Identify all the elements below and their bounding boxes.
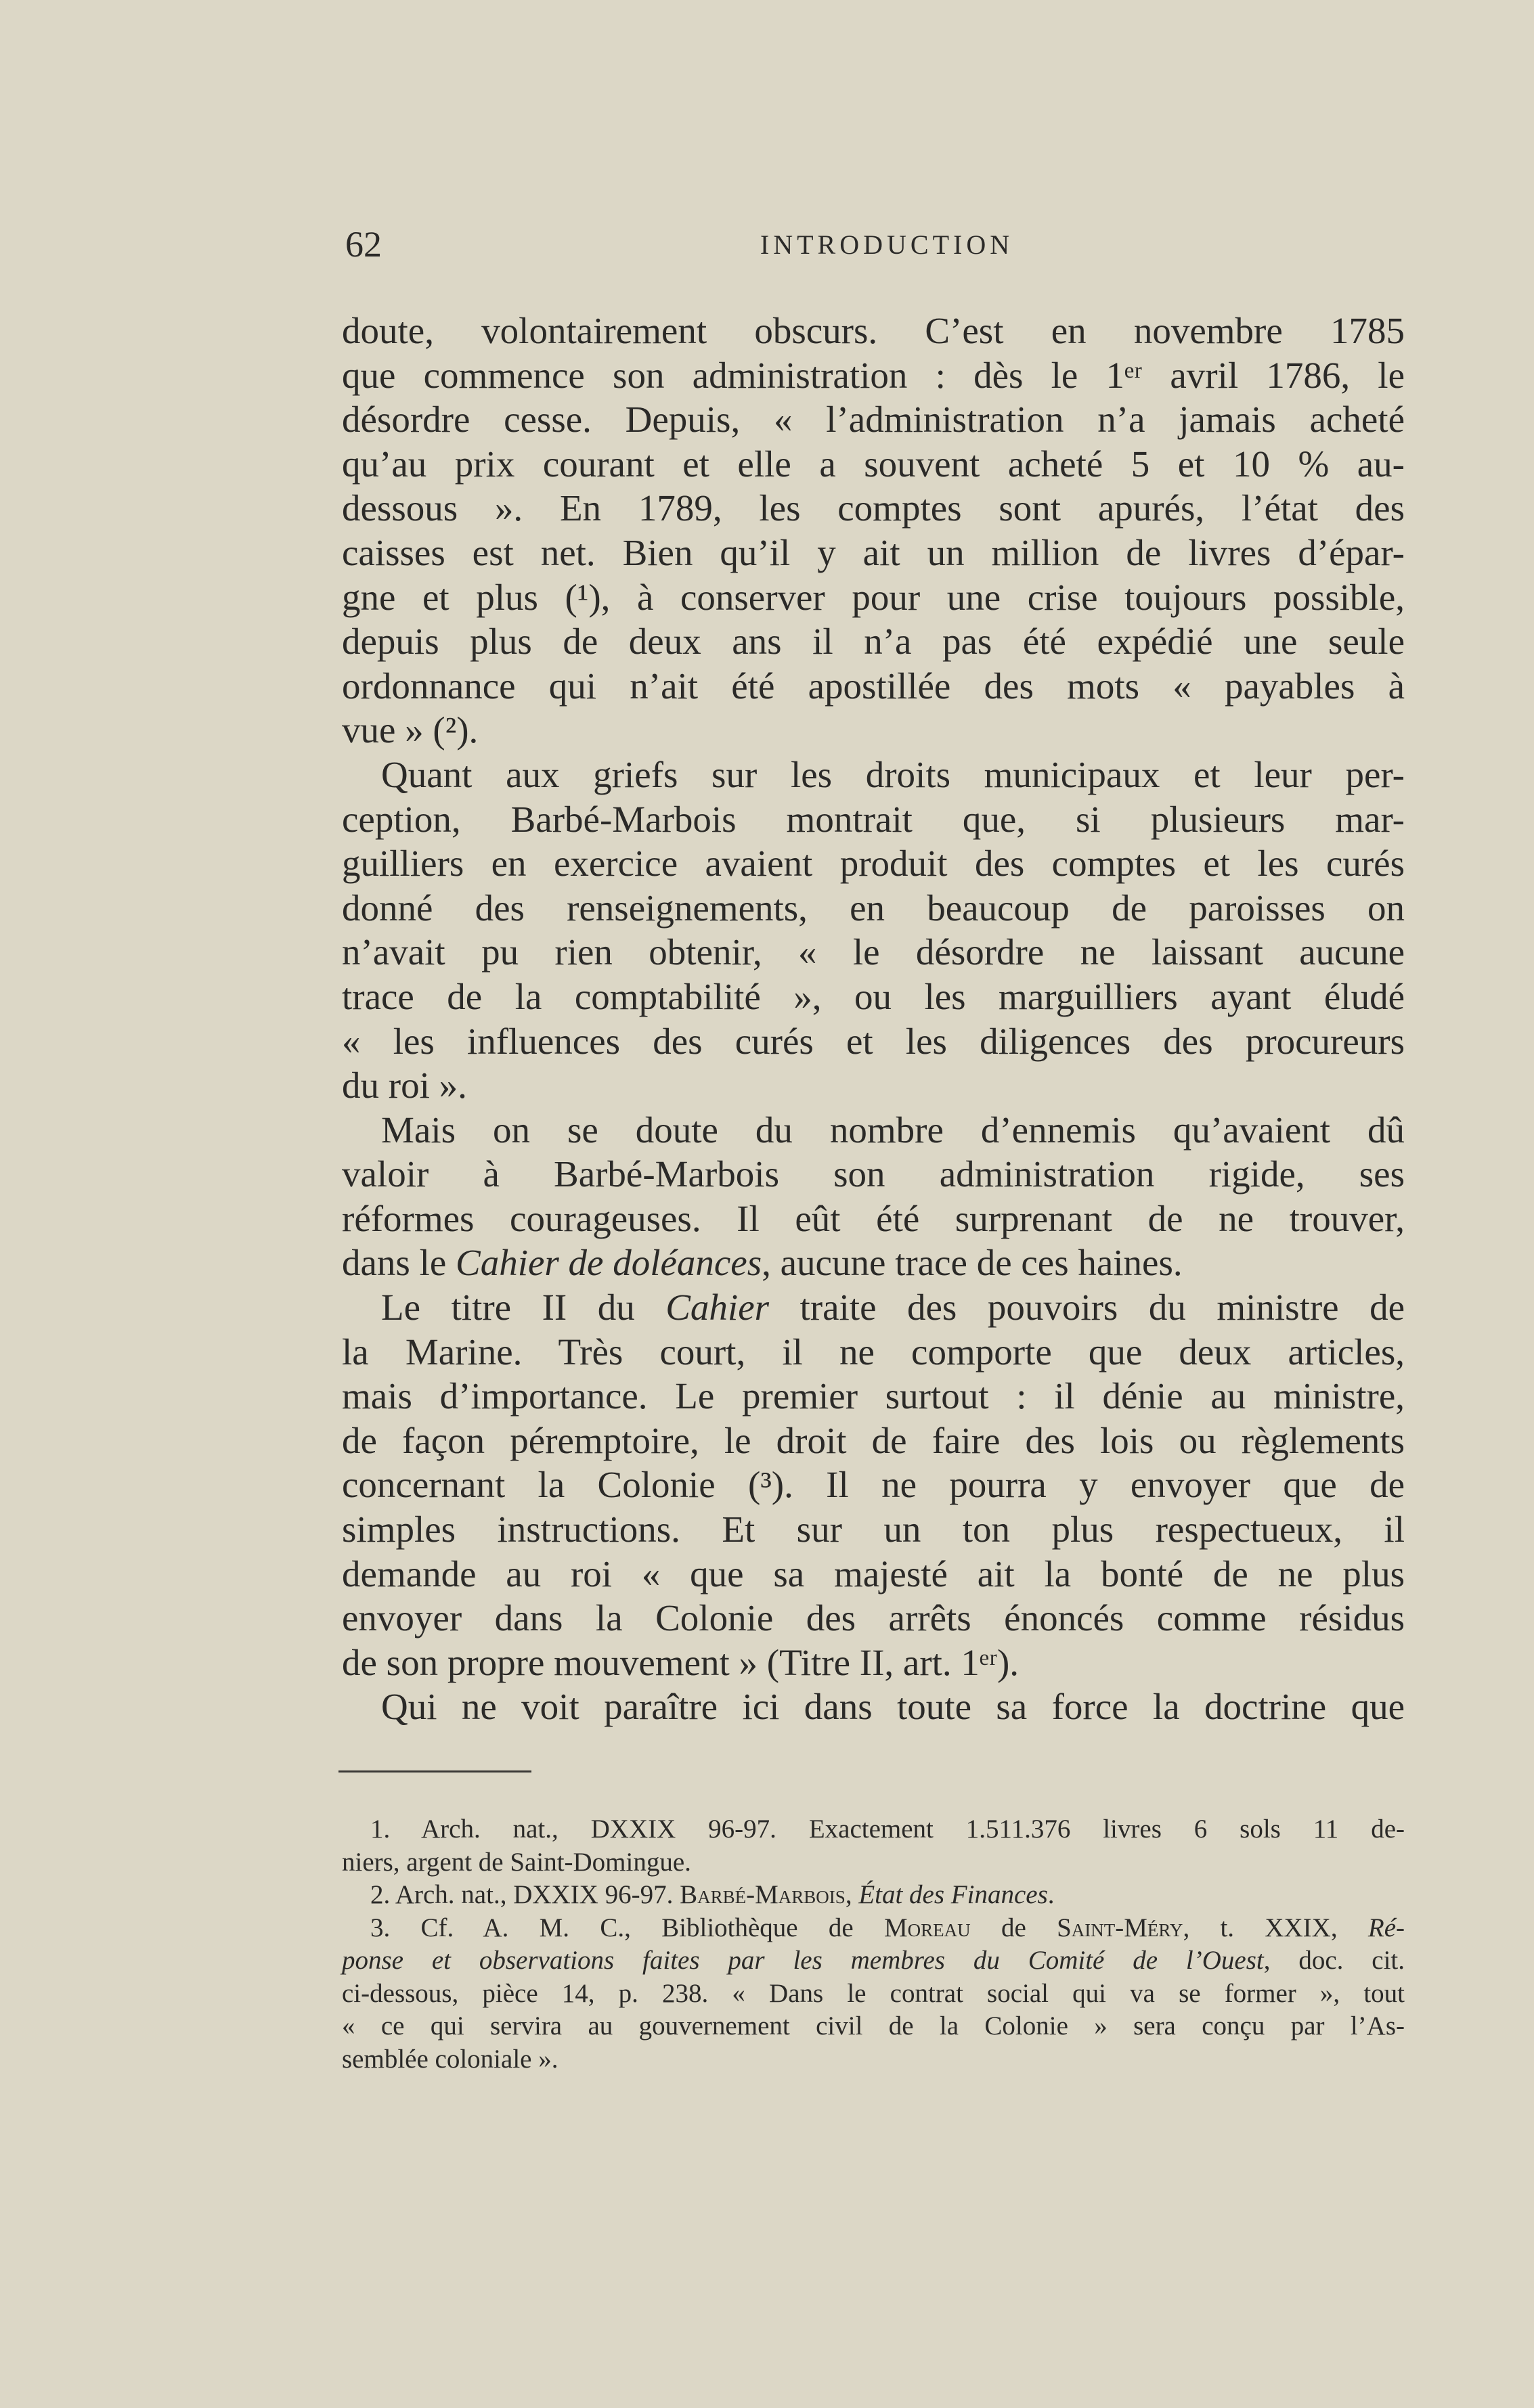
text-line: semblée coloniale ». xyxy=(342,2044,558,2074)
text-line: dessous ». En 1789, les comptes sont apurés, l’état des xyxy=(342,487,1405,529)
text-line: ception, Barbé-Marbois montrait que, si plusieurs mar- xyxy=(342,798,1405,840)
text-line: Qui ne voit paraître ici dans toute sa force la doctrine que xyxy=(381,1686,1405,1728)
small-caps-run: Moreau xyxy=(884,1913,971,1942)
text-run: , aucune trace de ces haines. xyxy=(762,1242,1183,1284)
footnote-rule xyxy=(338,1770,531,1772)
text-line: ci-dessous, pièce 14, p. 238. « Dans le contrat social qui va se former », tout xyxy=(342,1978,1405,2008)
body-text xyxy=(342,309,1405,1729)
italic-run: Ré- xyxy=(1367,1913,1405,1942)
text-line: Mais on se doute du nombre d’ennemis qu’avaient dû xyxy=(381,1109,1405,1151)
text-line: qu’au prix courant et elle a souvent acheté 5 et 10 % au- xyxy=(342,443,1405,485)
text-line: réformes courageuses. Il eût été surprenant de ne trouver, xyxy=(342,1197,1405,1239)
text-line: guilliers en exercice avaient produit des comptes et les curés xyxy=(342,843,1405,885)
paragraph xyxy=(342,753,1405,1108)
text-line: ordonnance qui n’ait été apostillée des mots « payables à xyxy=(342,665,1405,707)
text-line: la Marine. Très court, il ne comporte que deux articles, xyxy=(342,1331,1405,1373)
text-line: simples instructions. Et sur un ton plus respectueux, il xyxy=(342,1509,1405,1551)
text-line: demande au roi « que sa majesté ait la bonté de ne plus xyxy=(342,1553,1405,1595)
text-line xyxy=(342,1285,1405,1330)
text-line: 1. Arch. nat., DXXIX 96-97. Exactement 1.511.376 livres 6 sols 11 de- xyxy=(370,1814,1405,1844)
text-run: de xyxy=(970,1913,1057,1942)
text-run: , doc. cit. xyxy=(1263,1946,1405,1975)
text-line: que commence son administration : dès le 1ᵉʳ avril 1786, le xyxy=(342,354,1405,396)
footnotes xyxy=(342,1813,1405,2076)
text-run: 3. Cf. A. M. C., Bibliothèque de xyxy=(370,1913,884,1942)
text-run: , xyxy=(845,1880,859,1909)
text-line xyxy=(342,1912,1405,1945)
italic-run: Cahier xyxy=(665,1287,770,1329)
text-line: de son propre mouvement » (Titre II, art. 1ᵉʳ). xyxy=(342,1641,1020,1683)
text-line: Quant aux griefs sur les droits municipaux et leur per- xyxy=(381,753,1405,795)
text-line: niers, argent de Saint-Domingue. xyxy=(342,1847,691,1877)
footnote xyxy=(342,1879,1405,1912)
paragraph xyxy=(342,309,1405,753)
page-number: 62 xyxy=(345,224,382,265)
text-run: 2. Arch. nat., DXXIX 96-97. xyxy=(370,1880,680,1909)
text-line xyxy=(342,1879,1405,1912)
text-line: valoir à Barbé-Marbois son administration rigide, ses xyxy=(342,1153,1405,1195)
text-line: vue » (²). xyxy=(342,709,479,751)
paragraph xyxy=(342,1108,1405,1285)
running-head: INTRODUCTION xyxy=(760,229,1014,260)
footnote xyxy=(342,1813,1405,1879)
text-line: doute, volontairement obscurs. C’est en novembre 1785 xyxy=(342,310,1405,351)
text-run: traite des pouvoirs du ministre de xyxy=(769,1287,1405,1329)
text-line xyxy=(342,1944,1405,1978)
text-run: dans le xyxy=(342,1242,456,1284)
footnote xyxy=(342,1912,1405,2076)
text-line: envoyer dans la Colonie des arrêts énoncés comme résidus xyxy=(342,1597,1405,1639)
italic-run: ponse et observations faites par les membres du Comité de l’Ouest xyxy=(342,1946,1264,1975)
small-caps-run: Saint-Méry xyxy=(1057,1913,1183,1942)
text-line: concernant la Colonie (³). Il ne pourra y envoyer que de xyxy=(342,1464,1405,1506)
text-line: caisses est net. Bien qu’il y ait un million de livres d’épar- xyxy=(342,531,1405,573)
text-run: Le titre II du xyxy=(381,1287,666,1329)
text-line: n’avait pu rien obtenir, « le désordre ne laissant aucune xyxy=(342,931,1405,973)
page-header xyxy=(342,223,1405,271)
text-line: donné des renseignements, en beaucoup de paroisses on xyxy=(342,887,1405,929)
text-line: depuis plus de deux ans il n’a pas été expédié une seule xyxy=(342,621,1405,663)
text-run: , t. XXIX, xyxy=(1183,1913,1368,1942)
text-line: du roi ». xyxy=(342,1065,467,1107)
small-caps-run: Barbé-Marbois xyxy=(680,1880,846,1909)
text-line: « les influences des curés et les diligences des procureurs xyxy=(342,1020,1405,1062)
text-line xyxy=(342,1241,1405,1285)
text-line: de façon péremptoire, le droit de faire des lois ou règlements xyxy=(342,1419,1405,1461)
paragraph xyxy=(342,1685,1405,1729)
text-line: trace de la comptabilité », ou les marguilliers ayant éludé xyxy=(342,975,1405,1017)
italic-run: État des Finances xyxy=(858,1880,1048,1909)
text-line: désordre cesse. Depuis, « l’administration n’a jamais acheté xyxy=(342,399,1405,441)
text-line: « ce qui servira au gouvernement civil de la Colonie » sera conçu par l’As- xyxy=(342,2011,1405,2041)
text-line: mais d’importance. Le premier surtout : il dénie au ministre, xyxy=(342,1375,1405,1417)
text-line: gne et plus (¹), à conserver pour une crise toujours possible, xyxy=(342,576,1405,618)
italic-run: Cahier de doléances xyxy=(456,1242,762,1284)
paragraph xyxy=(342,1285,1405,1685)
text-run: . xyxy=(1047,1880,1055,1909)
